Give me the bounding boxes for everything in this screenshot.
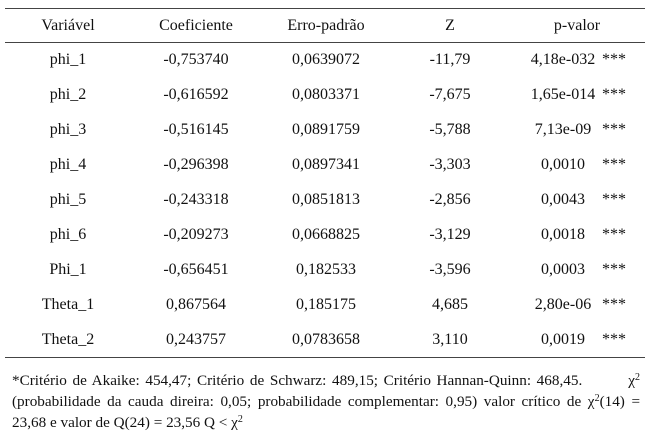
cell-z: 4,685: [432, 296, 468, 313]
cell-p-value: [509, 323, 645, 358]
footnote-chi-superscript-3: 2: [237, 414, 243, 425]
significance-stars: ***: [602, 330, 626, 348]
cell-coefficient: -0,243318: [163, 191, 229, 208]
cell-p-value: [509, 183, 645, 218]
cell-z: -2,856: [429, 191, 471, 208]
regression-results-table: [5, 8, 645, 358]
cell-coefficient: -0,296398: [163, 156, 229, 173]
cell-variable: Theta_1: [41, 296, 95, 313]
p-value-number: 0,0018: [541, 226, 585, 243]
cell-variable: phi_2: [49, 86, 87, 103]
p-value-number: 2,80e-06: [534, 296, 592, 313]
table-row: [5, 113, 645, 148]
header-row: [5, 9, 645, 43]
table-header: [5, 9, 645, 43]
cell-coefficient: -0,616592: [163, 86, 229, 103]
cell-z: 3,110: [432, 330, 468, 348]
significance-stars: ***: [602, 296, 626, 313]
cell-variable: Theta_2: [41, 330, 95, 348]
p-value-number: 0,0043: [541, 191, 585, 208]
cell-z: -3,596: [429, 261, 471, 278]
cell-variable: phi_4: [49, 156, 87, 173]
header-coefficient: Coeficiente: [159, 16, 233, 34]
cell-p-value: [509, 253, 645, 288]
significance-stars: ***: [602, 226, 626, 243]
table-row: [5, 288, 645, 323]
p-value-number: 4,18e-032: [530, 51, 596, 69]
footnote-criteria: *Critério de Akaike: 454,47; Critério de Schwarz: 489,15; Critério Hannan-Quinn: 468,45.: [12, 372, 583, 389]
cell-standard-error: 0,0803371: [292, 86, 360, 103]
cell-p-value: [509, 43, 645, 78]
table-row: [5, 43, 645, 78]
header-z: Z: [445, 16, 455, 34]
cell-p-value: [509, 218, 645, 253]
table-row: [5, 253, 645, 288]
significance-stars: ***: [602, 156, 626, 173]
cell-z: -7,675: [429, 86, 471, 103]
cell-z: -5,788: [429, 121, 471, 138]
footnote-probabilities: (probabilidade da cauda direira: 0,05; probabilidade complementar: 0,95) valor crítico de χ: [12, 393, 595, 410]
footnote: [12, 370, 640, 433]
cell-standard-error: 0,0668825: [292, 226, 360, 243]
p-value-number: 0,0019: [541, 330, 585, 348]
cell-p-value: [509, 288, 645, 323]
cell-z: -3,303: [429, 156, 471, 173]
cell-z: -3,129: [429, 226, 471, 243]
p-value-number: 0,0010: [541, 156, 585, 173]
footnote-chi-symbol: χ: [628, 372, 635, 389]
header-variable: Variável: [41, 16, 95, 34]
significance-stars: ***: [602, 191, 626, 208]
p-value-number: 7,13e-09: [534, 121, 592, 138]
significance-stars: ***: [602, 261, 626, 278]
cell-p-value: [509, 78, 645, 113]
cell-z: -11,79: [429, 51, 471, 69]
header-p-value: p-valor: [553, 16, 601, 34]
header-standard-error: Erro-padrão: [287, 16, 365, 34]
footnote-chi-superscript: 2: [635, 372, 640, 383]
footnote-text: [12, 370, 640, 433]
cell-standard-error: 0,0891759: [292, 121, 360, 138]
cell-standard-error: 0,0639072: [292, 51, 360, 69]
cell-coefficient: -0,753740: [163, 51, 229, 69]
cell-variable: phi_3: [49, 121, 87, 138]
table-row: [5, 323, 645, 358]
cell-p-value: [509, 113, 645, 148]
cell-standard-error: 0,0783658: [292, 330, 360, 348]
cell-variable: phi_5: [49, 191, 87, 208]
table-row: [5, 183, 645, 218]
significance-stars: ***: [602, 86, 626, 103]
table-row: [5, 78, 645, 113]
cell-variable: phi_1: [49, 51, 87, 69]
cell-p-value: [509, 148, 645, 183]
cell-coefficient: 0,867564: [166, 296, 226, 313]
significance-stars: ***: [602, 121, 626, 138]
footnote-critical-values: (14) = 23,68 e valor de Q(24) = 23,56 Q < χ: [12, 393, 641, 431]
cell-variable: phi_6: [49, 226, 87, 243]
table-row: [5, 148, 645, 183]
cell-coefficient: -0,656451: [163, 261, 229, 278]
cell-variable: Phi_1: [49, 261, 87, 278]
cell-standard-error: 0,182533: [296, 261, 356, 278]
cell-standard-error: 0,0897341: [292, 156, 360, 173]
significance-stars: ***: [602, 51, 626, 69]
cell-coefficient: -0,516145: [163, 121, 229, 138]
table-body: [5, 43, 645, 358]
cell-standard-error: 0,0851813: [292, 191, 360, 208]
table-row: [5, 218, 645, 253]
cell-coefficient: 0,243757: [166, 330, 226, 348]
footnote-chi-superscript-2: 2: [594, 393, 600, 404]
p-value-number: 1,65e-014: [530, 86, 596, 103]
cell-standard-error: 0,185175: [296, 296, 356, 313]
p-value-number: 0,0003: [541, 261, 585, 278]
cell-coefficient: -0,209273: [163, 226, 229, 243]
